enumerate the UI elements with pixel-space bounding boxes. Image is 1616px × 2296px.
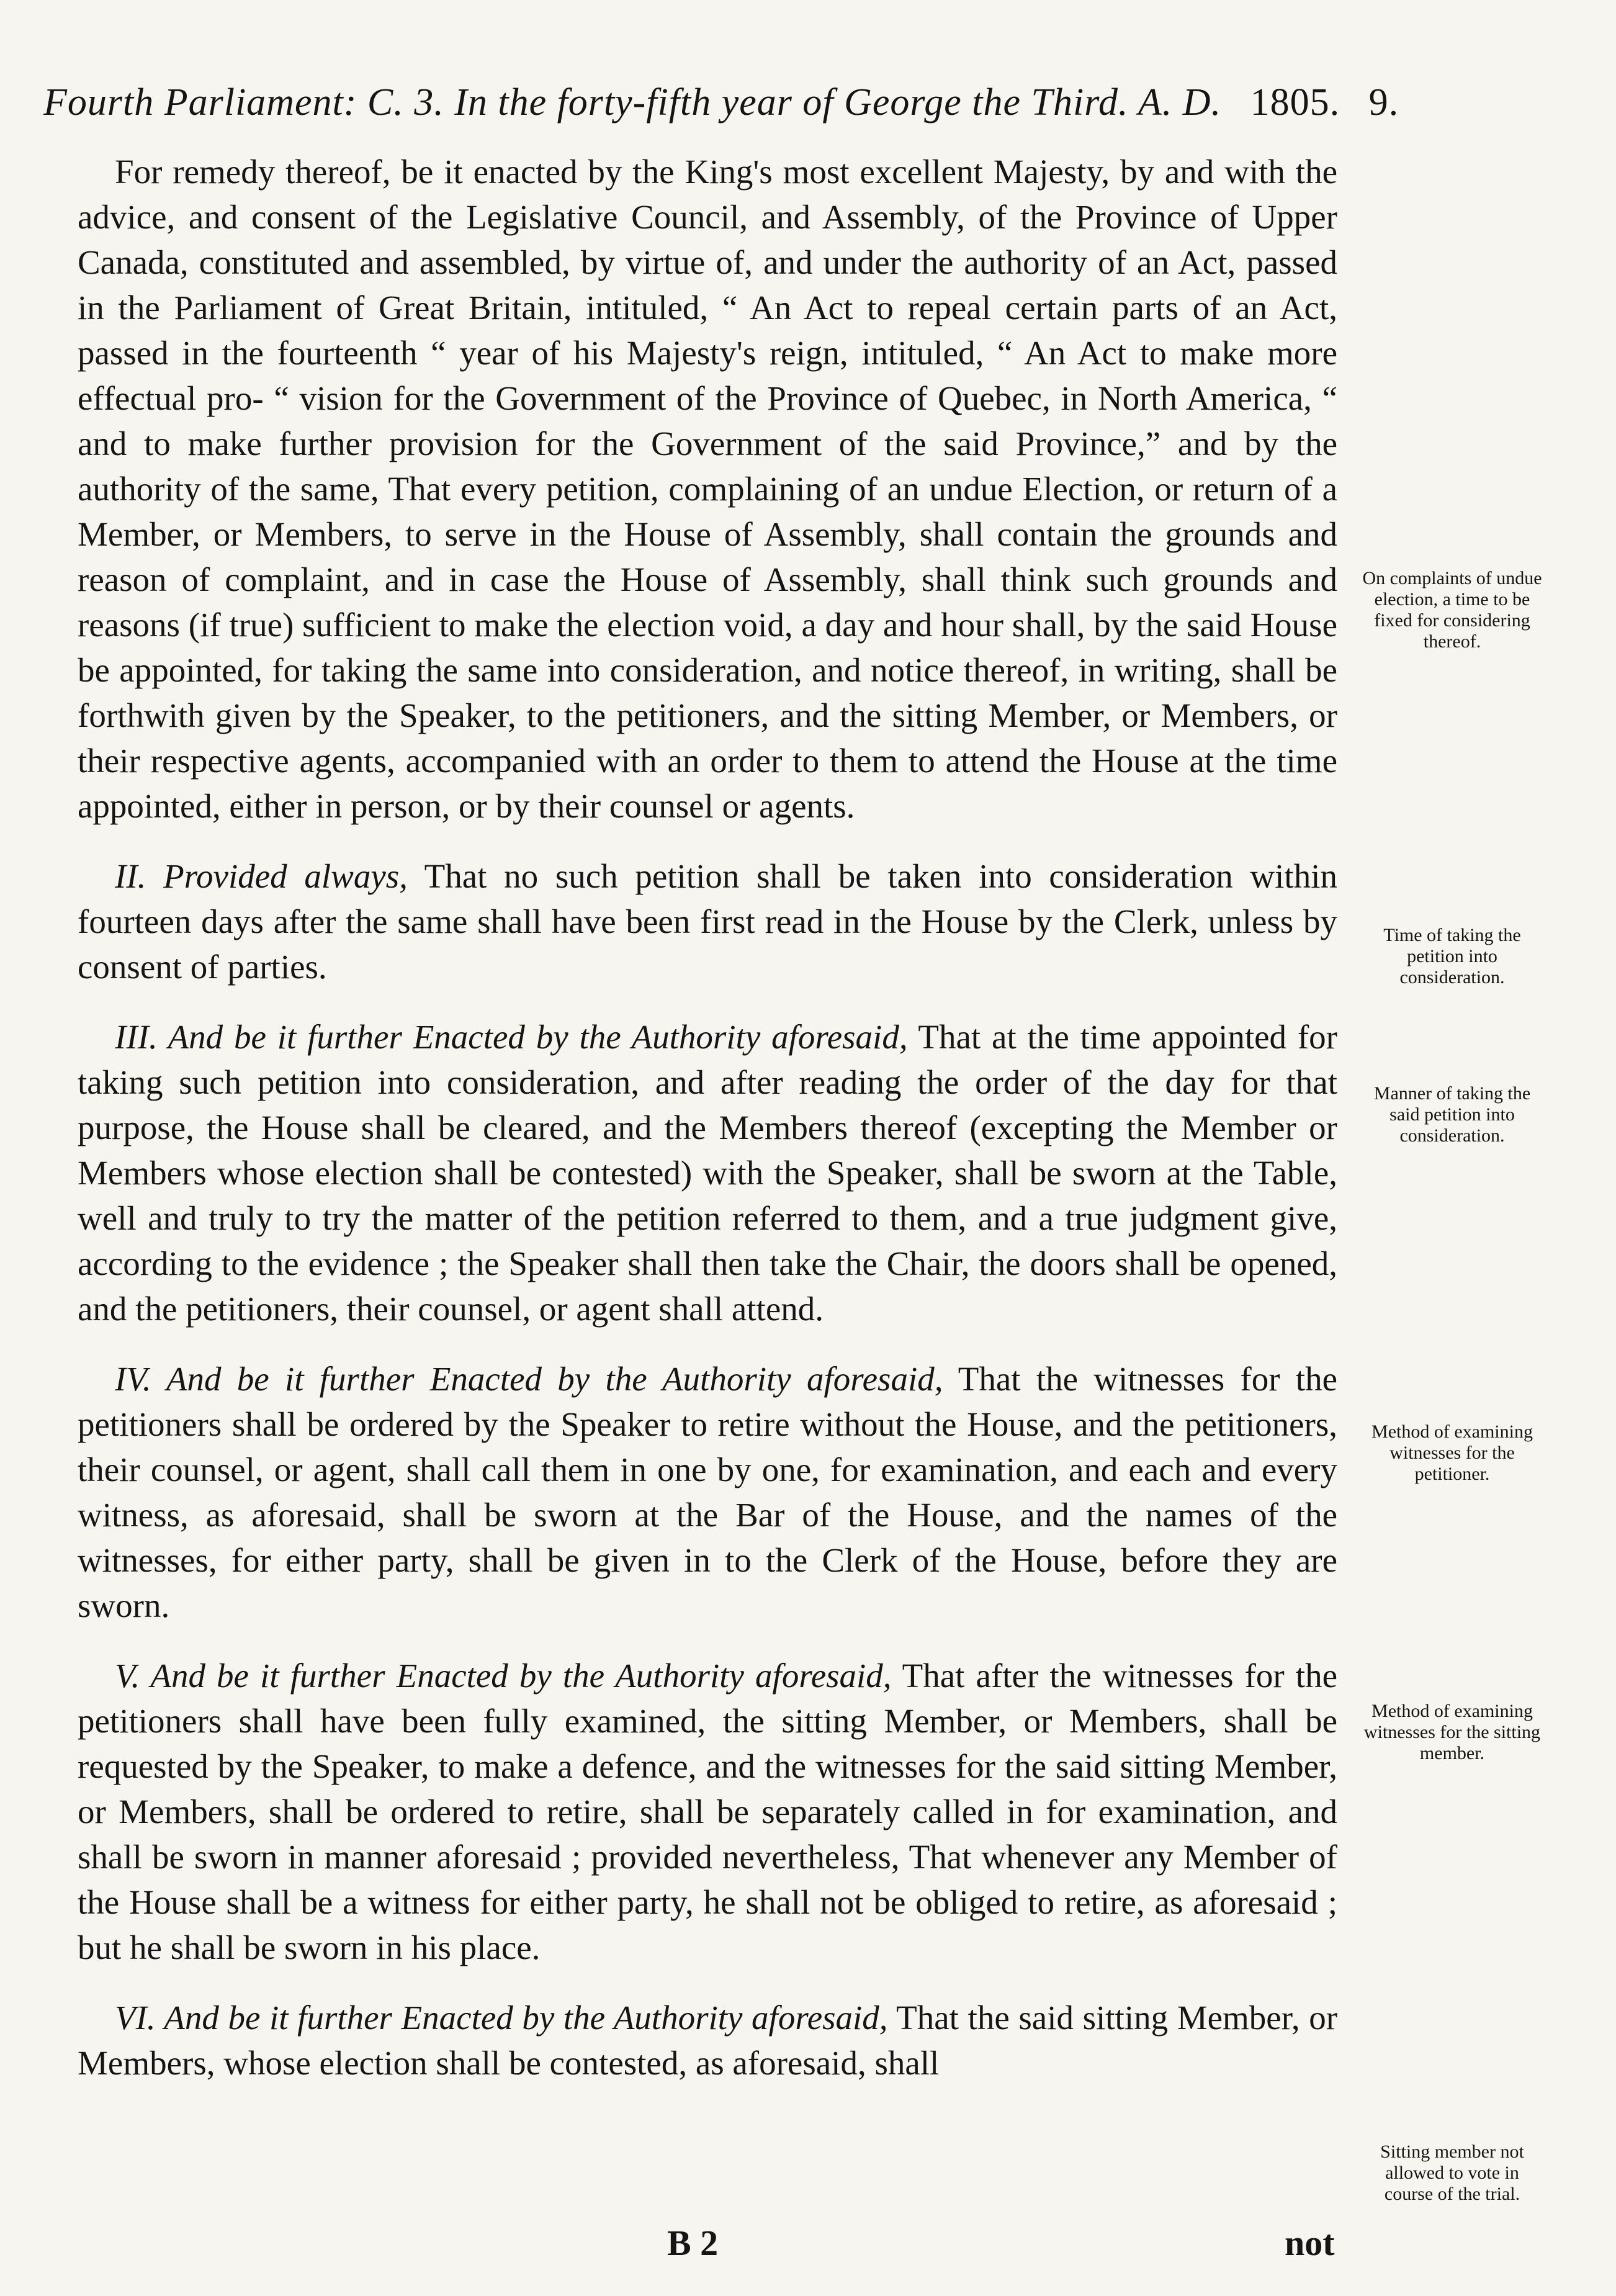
header-year: 1805. — [1250, 81, 1340, 124]
paragraph-text: That at the time appointed for taking such petition into consideration, and after reading the order of the day for that purpose, the House shall be cleared, and the Members thereof (excepting the Member or Members whose election shall be contested) with the Speaker, shall be sworn at the Table, well and truly to try the matter of the petition referred to them, and a true judgment give, according to the evidence ; the Speaker shall then take the Chair, the doors shall be opened, and the petitioners, their counsel, or agent shall attend. — [78, 1018, 1338, 1328]
body-text — [78, 149, 1337, 2086]
paragraph-text: For remedy thereof, be it enacted by the King's most excellent Majesty, by and with the advice, and consent of the Legislative Council, and Assembly, of the Province of Upper Canada, constituted and assembled, by virtue of, and under the authority of an Act, passed in the Parliament of Great Britain, intituled, “ An Act to repeal certain parts of an Act, passed in the fourteenth “ year of his Majesty's reign, intituled, “ An Act to make more effectual pro- “ vision for the Government of the Province of Quebec, in North America, “ and to make further provision for the Government of the said Province,” and by the authority of the same, That every petition, complaining of an undue Election, or return of a Member, or Members, to serve in the House of Assembly, shall contain the grounds and reason of complaint, and in case the House of Assembly, shall think such grounds and reasons (if true) sufficient to make the election void, a day and hour shall, by the said House be appointed, for taking the same into consideration, and notice thereof, in writing, shall be forthwith given by the Speaker, to the petitioners, and the sitting Member, or Members, or their respective agents, accompanied with an order to them to attend the House at the time appointed, either in person, or by their counsel or agents. — [78, 153, 1337, 825]
paragraph-text: That no such petition shall be taken into consideration within fourteen days after the same shall have been first read in the House by the Clerk, unless by consent of parties. — [78, 857, 1337, 986]
paragraph-section-3 — [78, 1014, 1337, 1331]
paragraph-section-6 — [78, 1995, 1337, 2086]
margin-note-examining-petitioner: Method of examining witnesses for the petitioner. — [1371, 1421, 1533, 1484]
paragraph-lead: III. And be it further Enacted by the Authority aforesaid, — [115, 1018, 908, 1056]
paragraph-section-4 — [78, 1356, 1337, 1628]
paragraph-preamble — [78, 149, 1337, 829]
paragraph-section-2 — [78, 853, 1337, 989]
paragraph-section-5 — [78, 1653, 1337, 1970]
header-title: Fourth Parliament: C. 3. In the forty-fifth year of George the Third. A. D. — [43, 81, 1222, 124]
paragraph-text: That the said sitting Member, or Members, whose election shall be contested, as aforesaid, shall — [78, 1999, 1338, 2082]
paragraph-lead: II. Provided always, — [115, 857, 408, 895]
paragraph-lead: V. And be it further Enacted by the Authority aforesaid, — [115, 1657, 892, 1695]
margin-note-time-of-taking: Time of taking the petition into consideration. — [1383, 925, 1521, 988]
catchword: not — [1285, 2223, 1335, 2263]
margin-note-examining-sitting-member: Method of examining witnesses for the sitting member. — [1363, 1701, 1541, 1763]
margin-note-undue-election: On complaints of undue election, a time to be fixed for considering thereof. — [1362, 568, 1542, 652]
margin-note-manner-of-taking: Manner of taking the said petition into consideration. — [1373, 1083, 1531, 1146]
margin-note-sitting-member-vote: Sitting member not allowed to vote in course of the trial. — [1380, 2141, 1524, 2204]
header-page-mark: 9. — [1368, 81, 1399, 124]
paragraph-lead: VI. And be it further Enacted by the Authority aforesaid, — [115, 1999, 888, 2037]
paragraph-lead: IV. And be it further Enacted by the Authority aforesaid, — [115, 1360, 943, 1398]
signature-mark: B 2 — [667, 2223, 719, 2263]
paragraph-text: That the witnesses for the petitioners shall be ordered by the Speaker to retire without the House, and the petitioners, their counsel, or agent, shall call them in one by one, for examination, and each and every witness, as aforesaid, shall be sworn at the Bar of the House, and the names of the witnesses, for either party, shall be given in to the Clerk of the House, before they are sworn. — [78, 1360, 1337, 1624]
running-header — [43, 81, 1582, 125]
paragraph-text: That after the witnesses for the petitioners shall have been fully examined, the sitting Member, or Members, shall be requested by the Speaker, to make a defence, and the witnesses for the said sitting Member, or Members, shall be ordered to retire, shall be separately called in for examination, and shall be sworn in manner aforesaid ; provided nevertheless, That whenever any Member of the House shall be a witness for either party, he shall not be obliged to retire, as aforesaid ; but he shall be sworn in his place. — [78, 1657, 1337, 1966]
